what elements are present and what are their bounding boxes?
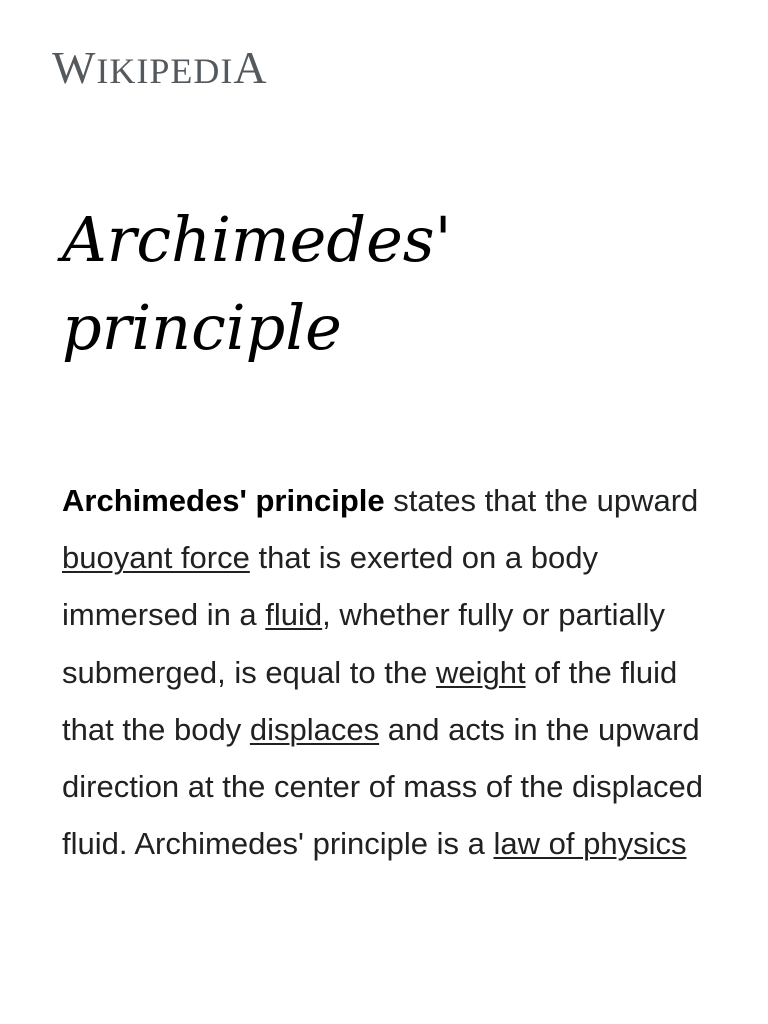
wordmark-last-letter: A (233, 42, 268, 93)
lead-text-5: and acts in the upward direction at the center of mass of the displaced fluid. Archimedes' principle is a (62, 711, 704, 862)
site-header (52, 40, 268, 96)
lead-text-2: that is exerted on a body immersed in a (62, 540, 598, 633)
wikipedia-wordmark[interactable] (52, 40, 268, 99)
link-fluid[interactable]: fluid (265, 597, 323, 633)
lead-text-4: of the fluid that the body (62, 654, 678, 747)
page-title: Archimedes' principle (62, 203, 452, 364)
bold-term: Archimedes' principle (62, 483, 385, 518)
wordmark-first-letter: W (52, 42, 97, 93)
article-lead-paragraph (62, 472, 712, 872)
wordmark-middle-letters: IKIPEDI (96, 51, 234, 91)
lead-text-1: states that the upward (384, 483, 699, 518)
link-law-of-physics[interactable]: law of physics (493, 826, 687, 862)
link-displaces[interactable]: displaces (249, 711, 380, 747)
link-weight[interactable]: weight (435, 654, 526, 690)
lead-text-3: , whether fully or partially submerged, is equal to the (62, 597, 666, 690)
link-buoyant-force[interactable]: buoyant force (62, 540, 250, 576)
